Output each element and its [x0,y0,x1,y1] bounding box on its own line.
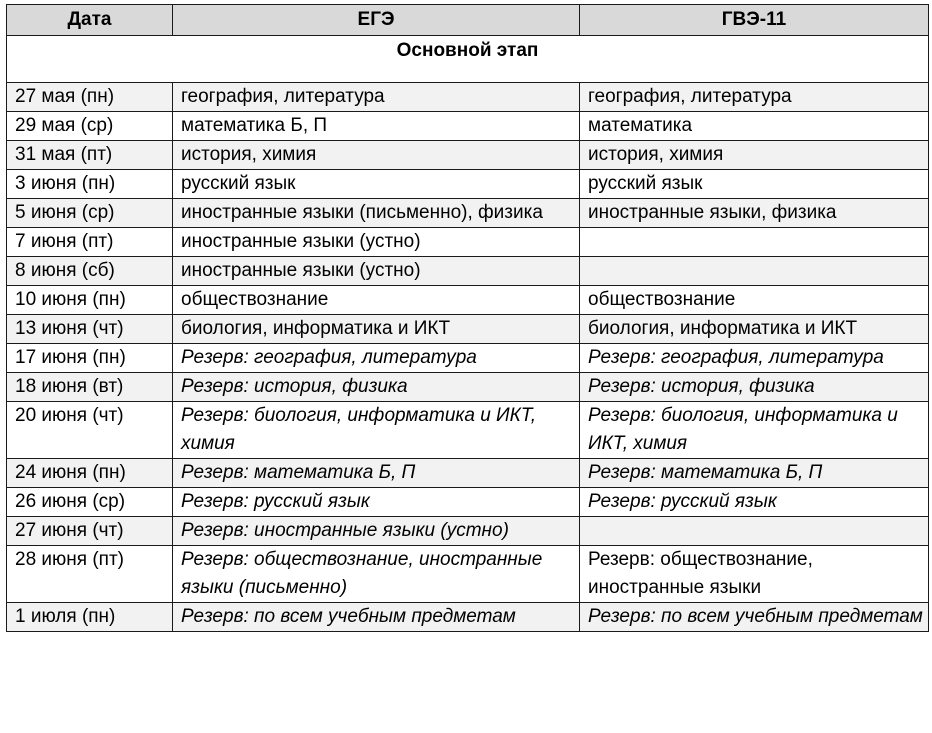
ege-cell: Резерв: иностранные языки (устно) [173,517,580,546]
ege-cell: иностранные языки (устно) [173,257,580,286]
table-row [7,517,929,546]
ege-cell: Резерв: русский язык [173,488,580,517]
gve-cell: Резерв: биология, информатика и ИКТ, химия [580,402,929,459]
gve-cell: история, химия [580,141,929,170]
table-row [7,286,929,315]
date-cell: 1 июля (пн) [7,603,173,632]
gve-cell: Резерв: обществознание, иностранные языки [580,546,929,603]
gve-cell: Резерв: история, физика [580,373,929,402]
table-row [7,170,929,199]
ege-cell: Резерв: по всем учебным предметам [173,603,580,632]
gve-cell: математика [580,112,929,141]
gve-cell: биология, информатика и ИКТ [580,315,929,344]
table-row [7,257,929,286]
gve-cell: Резерв: по всем учебным предметам [580,603,929,632]
ege-cell: Резерв: история, физика [173,373,580,402]
gve-cell [580,228,929,257]
table-row [7,344,929,373]
gve-cell: Резерв: география, литература [580,344,929,373]
ege-cell: иностранные языки (письменно), физика [173,199,580,228]
table-row [7,83,929,112]
table-row [7,459,929,488]
table-row [7,402,929,459]
ege-cell: Резерв: математика Б, П [173,459,580,488]
gve-cell: Резерв: математика Б, П [580,459,929,488]
ege-cell: Резерв: обществознание, иностранные языки (письменно) [173,546,580,603]
date-cell: 17 июня (пн) [7,344,173,373]
table-row [7,373,929,402]
stage-row [7,36,929,83]
header-date: Дата [7,5,173,36]
header-row [7,5,929,36]
ege-cell: Резерв: география, литература [173,344,580,373]
gve-cell [580,517,929,546]
ege-cell: Резерв: биология, информатика и ИКТ, химия [173,402,580,459]
date-cell: 3 июня (пн) [7,170,173,199]
table-row [7,112,929,141]
date-cell: 7 июня (пт) [7,228,173,257]
gve-cell: иностранные языки, физика [580,199,929,228]
gve-cell [580,257,929,286]
date-cell: 31 мая (пт) [7,141,173,170]
gve-cell: Резерв: русский язык [580,488,929,517]
gve-cell: обществознание [580,286,929,315]
ege-cell: история, химия [173,141,580,170]
header-gve: ГВЭ-11 [580,5,929,36]
table-row [7,141,929,170]
date-cell: 27 мая (пн) [7,83,173,112]
ege-cell: иностранные языки (устно) [173,228,580,257]
table-row [7,488,929,517]
date-cell: 10 июня (пн) [7,286,173,315]
date-cell: 29 мая (ср) [7,112,173,141]
ege-cell: обществознание [173,286,580,315]
stage-title: Основной этап [7,36,929,83]
gve-cell: русский язык [580,170,929,199]
date-cell: 26 июня (ср) [7,488,173,517]
date-cell: 18 июня (вт) [7,373,173,402]
table-row [7,199,929,228]
ege-cell: математика Б, П [173,112,580,141]
header-ege: ЕГЭ [173,5,580,36]
date-cell: 13 июня (чт) [7,315,173,344]
date-cell: 5 июня (ср) [7,199,173,228]
exam-schedule-table [6,4,929,632]
ege-cell: русский язык [173,170,580,199]
table-row [7,228,929,257]
table-row [7,603,929,632]
table-row [7,315,929,344]
ege-cell: география, литература [173,83,580,112]
date-cell: 27 июня (чт) [7,517,173,546]
ege-cell: биология, информатика и ИКТ [173,315,580,344]
date-cell: 8 июня (сб) [7,257,173,286]
table-row [7,546,929,603]
date-cell: 24 июня (пн) [7,459,173,488]
date-cell: 20 июня (чт) [7,402,173,459]
date-cell: 28 июня (пт) [7,546,173,603]
gve-cell: география, литература [580,83,929,112]
